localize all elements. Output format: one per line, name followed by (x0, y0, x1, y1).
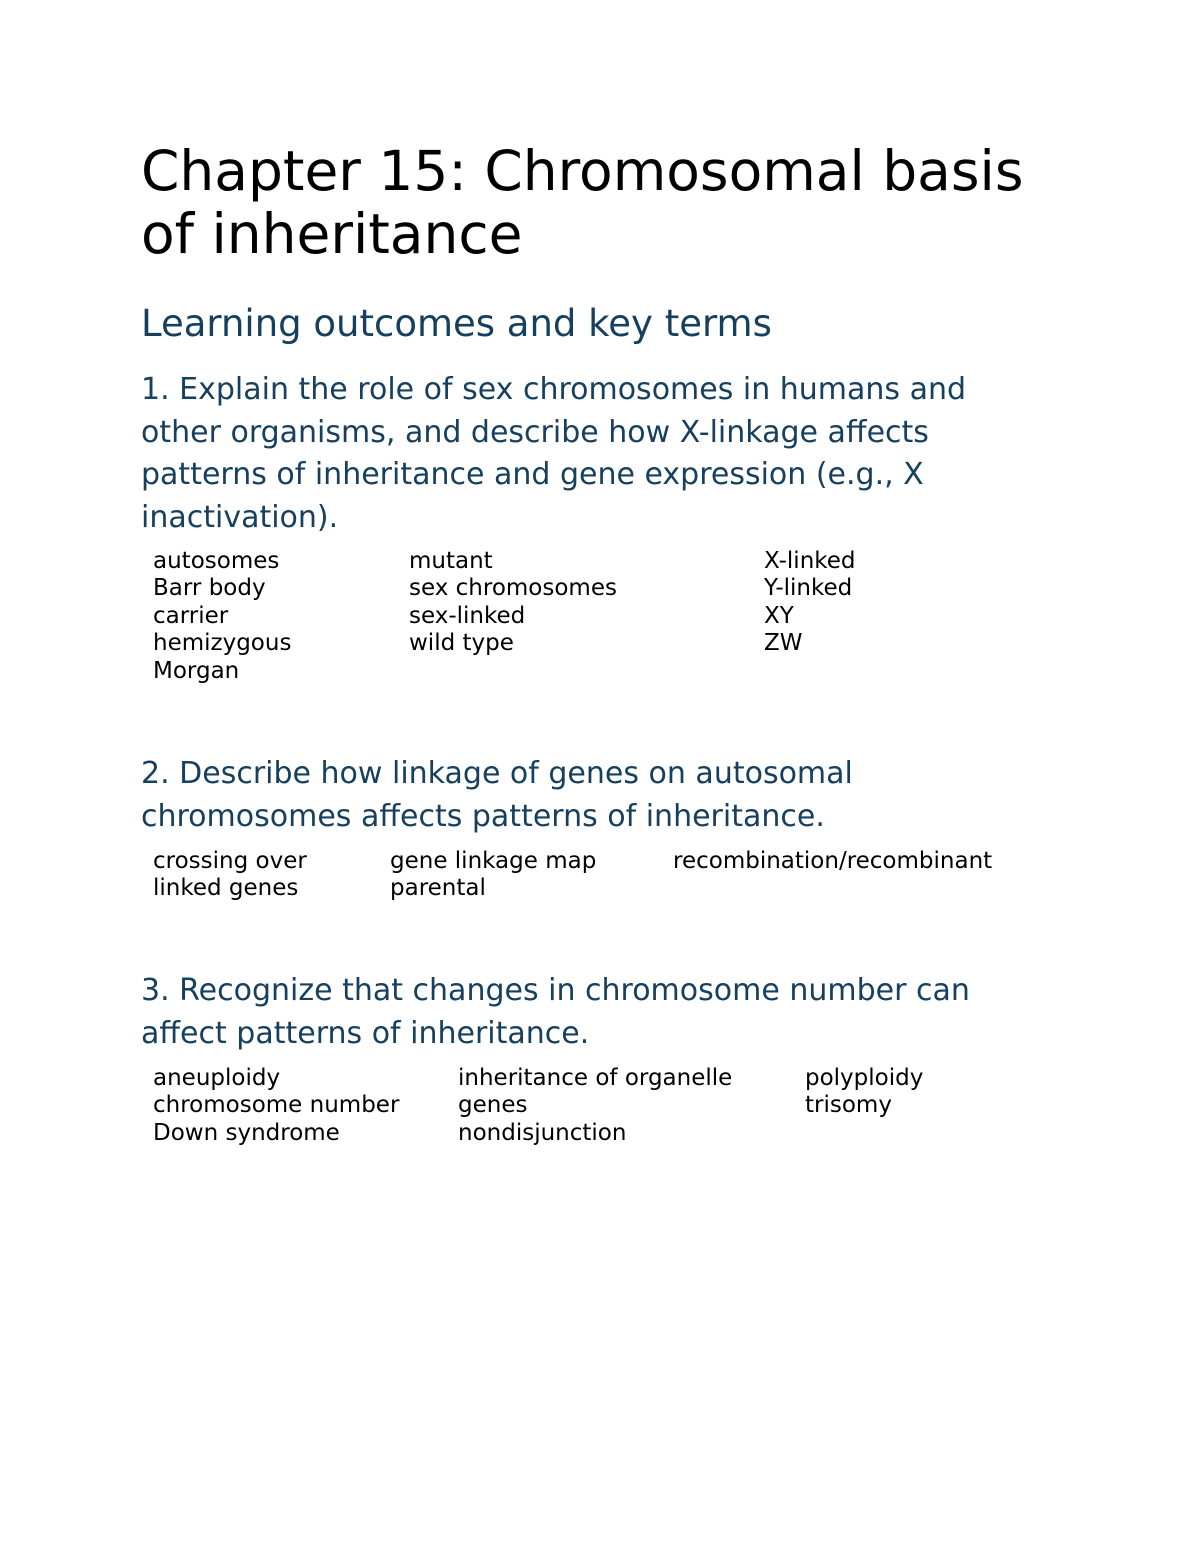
outcome-2-heading (141, 753, 853, 838)
key-term: Morgan (153, 658, 240, 684)
key-term: gene linkage map (390, 848, 597, 874)
key-term: polyploidy (805, 1065, 924, 1091)
outcome-1-line: other organisms, and describe how X-linkage affects (141, 414, 929, 450)
key-term: recombination/recombinant (673, 848, 993, 874)
key-term: autosomes (153, 548, 280, 574)
key-term: ZW (764, 630, 803, 656)
key-term: carrier (153, 603, 229, 629)
key-term: genes (458, 1092, 528, 1118)
key-term: XY (764, 603, 794, 629)
key-term: parental (390, 875, 486, 901)
key-term: crossing over (153, 848, 307, 874)
key-term: aneuploidy (153, 1065, 281, 1091)
outcome-3-heading (141, 970, 970, 1055)
key-term: linked genes (153, 875, 299, 901)
outcome-3-line: affect patterns of inheritance. (141, 1015, 590, 1051)
chapter-title-line-2: of inheritance (141, 202, 523, 266)
key-term: inheritance of organelle (458, 1065, 733, 1091)
key-term: nondisjunction (458, 1120, 627, 1146)
outcome-1-heading (141, 369, 966, 539)
outcome-1-line: patterns of inheritance and gene expression (e.g., X (141, 457, 924, 492)
key-term: Barr body (153, 575, 266, 601)
key-term: sex-linked (409, 603, 526, 629)
key-term: chromosome number (153, 1092, 400, 1118)
key-term: Down syndrome (153, 1120, 340, 1146)
chapter-title-line-1: Chapter 15: Chromosomal basis (141, 139, 1024, 203)
key-term: mutant (409, 548, 493, 574)
key-term: hemizygous (153, 630, 292, 656)
outcome-2-line: chromosomes affects patterns of inheritance. (141, 798, 825, 834)
outcome-1-line: 1. Explain the role of sex chromosomes in humans and (141, 372, 967, 407)
key-term: X-linked (764, 548, 856, 574)
key-term: Y-linked (764, 575, 853, 601)
key-term: sex chromosomes (409, 575, 617, 601)
outcome-2-line: 2. Describe how linkage of genes on autosomal (141, 756, 853, 791)
section-heading: Learning outcomes and key terms (141, 302, 772, 345)
outcome-1-line: inactivation). (141, 499, 339, 535)
outcome-3-line: 3. Recognize that changes in chromosome number can (141, 973, 970, 1008)
key-term: trisomy (805, 1092, 892, 1118)
key-term: wild type (409, 630, 514, 656)
